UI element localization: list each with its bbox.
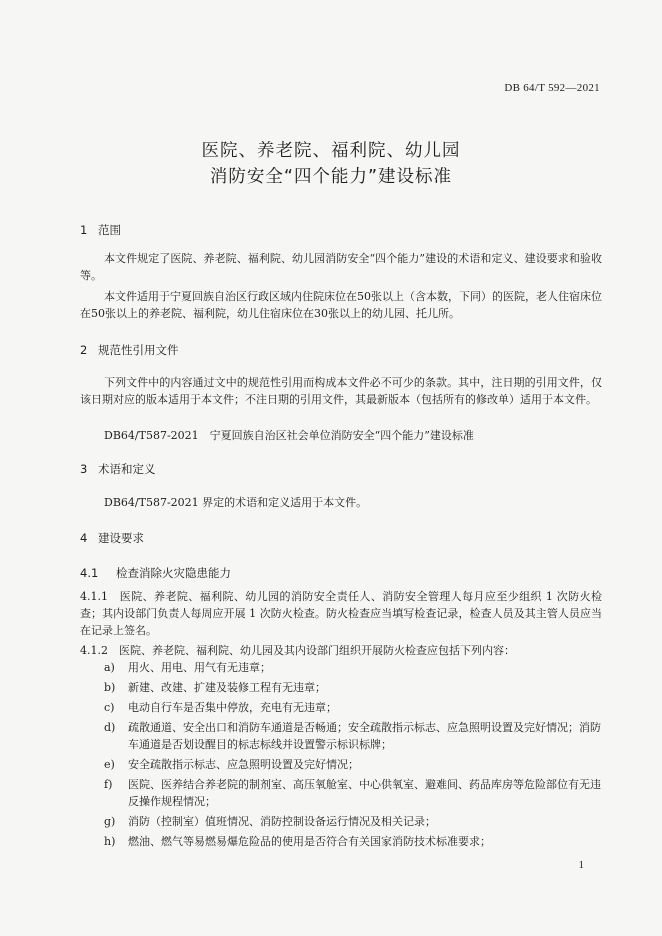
section-1-paragraph-1: 本文件规定了医院、养老院、福利院、幼儿园消防安全“四个能力”建设的术语和定义、建设要求和验收等。	[80, 252, 602, 282]
inspection-items-list	[104, 659, 604, 853]
list-marker: d)	[104, 721, 116, 734]
list-item-text: 医院、医养结合养老院的制剂室、高压氧舱室、中心供氧室、避难间、药品库房等危险部位有无违反操作规程情况；	[128, 778, 601, 808]
document-title-line1: 医院、养老院、福利院、幼儿园	[201, 141, 461, 161]
document-title-line2: 消防安全“四个能力”建设标准	[209, 167, 453, 187]
standard-code: DB 64/T 592—2021	[504, 82, 600, 94]
section-number: 3	[80, 462, 88, 476]
list-item-text: 新建、改建、扩建及装修工程有无违章；	[128, 681, 326, 694]
section-title: 规范性引用文件	[98, 343, 179, 357]
list-item-text: 燃油、燃气等易燃易爆危险品的使用是否符合有关国家消防技术标准要求；	[128, 835, 491, 848]
section-3-heading	[80, 461, 156, 477]
section-number: 2	[80, 343, 88, 357]
list-marker: a)	[104, 661, 115, 674]
list-item	[104, 659, 604, 676]
section-4-heading	[80, 530, 144, 546]
section-number: 4	[80, 531, 88, 545]
list-item	[104, 833, 604, 850]
list-marker: c)	[104, 701, 115, 714]
list-item	[104, 776, 604, 810]
clause-4-1-2: 4.1.2 医院、养老院、福利院、幼儿园及其内设部门组织开展防火检查应包括下列内容：	[80, 644, 515, 657]
list-item	[104, 699, 604, 716]
list-item-text: 电动自行车是否集中停放，充电有无违章；	[128, 701, 337, 714]
list-marker: g)	[104, 815, 116, 828]
subsection-title: 检查消除火灾隐患能力	[116, 566, 231, 580]
section-2-paragraph-1: 下列文件中的内容通过文中的规范性引用而构成本文件必不可少的条款。其中，注日期的引用文件，仅该日期对应的版本适用于本文件；不注日期的引用文件，其最新版本（包括所有的修改单）适用于本文件。	[80, 376, 602, 406]
section-2-reference: DB64/T587-2021 宁夏回族自治区社会单位消防安全“四个能力”建设标准	[104, 429, 474, 442]
list-item	[104, 813, 604, 830]
clause-4-1-1: 4.1.1 医院、养老院、福利院、幼儿园的消防安全责任人、消防安全管理人每月应至少组织 1 次防火检查；其内设部门负责人每周应开展 1 次防火检查。防火检查应当填写检查记录，检查人员及其主管人员应当在记录上签名。	[80, 590, 602, 637]
section-3-paragraph-1: DB64/T587-2021 界定的术语和定义适用于本文件。	[104, 496, 368, 509]
list-marker: f)	[104, 778, 113, 791]
list-marker: b)	[104, 681, 116, 694]
list-item-text: 疏散通道、安全出口和消防车通道是否畅通；安全疏散指示标志、应急照明设置及完好情况；消防车通道是否划设醒目的标志标线并设置警示标识标牌；	[128, 721, 601, 751]
list-marker: e)	[104, 758, 115, 771]
section-title: 术语和定义	[98, 462, 156, 476]
section-title: 范围	[98, 223, 121, 237]
section-1-heading	[80, 222, 121, 238]
section-title: 建设要求	[98, 531, 144, 545]
subsection-4-1-heading	[80, 565, 231, 581]
section-number: 1	[80, 223, 88, 237]
list-item-text: 消防（控制室）值班情况、消防控制设备运行情况及相关记录；	[128, 815, 436, 828]
list-item-text: 安全疏散指示标志、应急照明设置及完好情况；	[128, 758, 359, 771]
section-1-paragraph-2: 本文件适用于宁夏回族自治区行政区域内住院床位在50张以上（含本数，下同）的医院，老人住宿床位在50张以上的养老院、福利院，幼儿住宿床位在30张以上的幼儿园、托儿所。	[80, 290, 602, 320]
section-2-heading	[80, 342, 179, 358]
list-item	[104, 719, 604, 753]
list-item-text: 用火、用电、用气有无违章；	[128, 661, 271, 674]
list-item	[104, 679, 604, 696]
subsection-number: 4.1	[80, 566, 99, 580]
list-item	[104, 756, 604, 773]
list-marker: h)	[104, 835, 116, 848]
page-number: 1	[578, 859, 584, 871]
